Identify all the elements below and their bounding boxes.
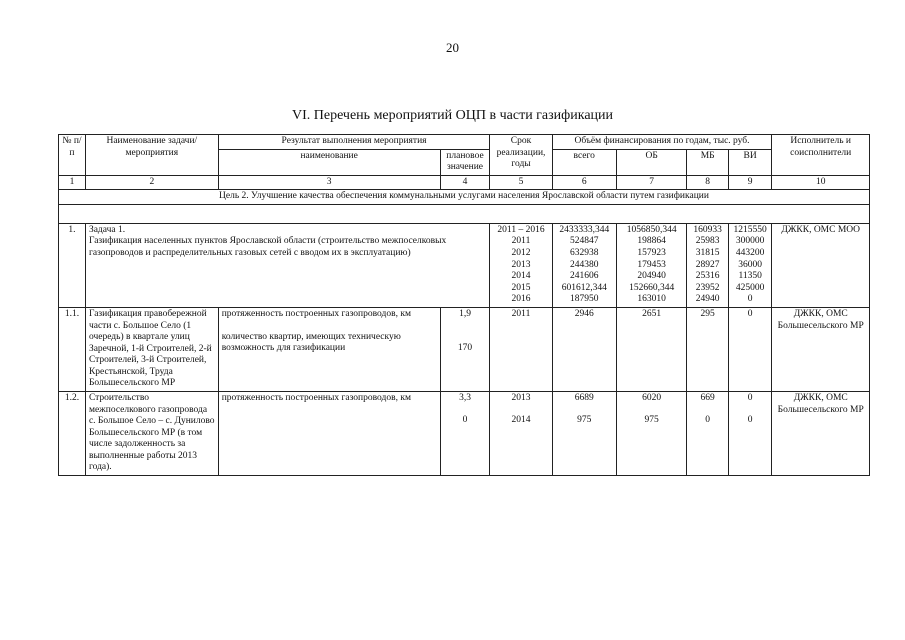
- year-value: 2013: [511, 392, 531, 403]
- amount-value: 2433333,344: [559, 224, 610, 235]
- row-number: 1.2.: [59, 391, 86, 475]
- amount-value: 179453: [637, 259, 666, 270]
- amount-value: 300000: [735, 236, 765, 247]
- amount-value: 443200: [735, 248, 765, 259]
- amount-value: 160933: [693, 224, 722, 235]
- year-value: 2011: [511, 236, 531, 247]
- amount-value: 601612,344: [561, 282, 607, 293]
- plan-value: 1,9: [459, 308, 471, 319]
- year-value: 2014: [511, 271, 531, 282]
- amount-value: 31815: [695, 248, 720, 259]
- plan-value: 0: [462, 414, 468, 425]
- header-result-name: наименование: [218, 149, 440, 175]
- amount-value: 36000: [738, 259, 763, 270]
- amount-value: 6689: [574, 392, 594, 403]
- table-row-task-1: [59, 223, 870, 307]
- amount-value: 24940: [695, 294, 720, 305]
- amount-value: 198864: [637, 236, 666, 247]
- measure-name: Газификация правобережной части с. Большое Село (1 очередь) в квартале улиц Заречной, 1-й Строителей, 2-й Строителей, 3-й Строителей, Крестьянской, Труда Большесельского МР: [85, 307, 218, 391]
- measure-executor: ДЖКК, ОМС Большесельского МР: [772, 307, 870, 391]
- column-number: 1: [59, 175, 86, 190]
- year-value: 2015: [511, 282, 531, 293]
- header-term: Срок реализации, годы: [490, 135, 552, 176]
- goal-row: [59, 190, 870, 205]
- header-finance-group: Объём финансирования по годам, тыс. руб.: [552, 135, 772, 150]
- row-number: 1.: [59, 223, 86, 307]
- result-text: протяженность построенных газопроводов, км: [221, 308, 411, 319]
- table-row-1-2: [59, 391, 870, 475]
- amount-value: 163010: [637, 294, 666, 305]
- amount-value: 11350: [738, 271, 762, 282]
- amount-value: 28927: [695, 259, 720, 270]
- amount-value: 204940: [637, 271, 666, 282]
- plan-cell: [440, 307, 490, 391]
- header-num: № п/п: [59, 135, 86, 176]
- task-total: [552, 223, 616, 307]
- measure-executor: ДЖКК, ОМС Большесельского МР: [772, 391, 870, 475]
- task-vi: [728, 223, 772, 307]
- amount-value: 241606: [570, 271, 599, 282]
- vi-cell: [728, 391, 772, 475]
- amount-value: 23952: [695, 282, 720, 293]
- year-value: 2013: [511, 259, 531, 270]
- spacer-cell: [59, 204, 870, 223]
- header-fin-ob: ОБ: [616, 149, 687, 175]
- amount-value: 6020: [642, 392, 662, 403]
- table-row-1-1: [59, 307, 870, 391]
- task-description: Газификация населенных пунктов Ярославской области (строительство межпоселковых газопроводов и распределительных газовых сетей с вводом их в эксплуатацию): [88, 236, 447, 259]
- plan-value: 3,3: [459, 392, 471, 403]
- document-title: VI. Перечень мероприятий ОЦП в части газификации: [291, 108, 614, 123]
- header-executor: Исполнитель и соисполнители: [772, 135, 870, 176]
- goal-text: Цель 2. Улучшение качества обеспечения коммунальными услугами населения Ярославской области путем газификации: [59, 190, 870, 205]
- column-number: 3: [218, 175, 440, 190]
- header-name: Наименование задачи/мероприятия: [85, 135, 218, 176]
- amount-value: 295: [687, 307, 728, 391]
- header-row-1: [59, 135, 870, 150]
- amount-value: 632938: [570, 248, 599, 259]
- amount-value: 0: [705, 414, 711, 425]
- header-fin-vi: ВИ: [728, 149, 772, 175]
- ob-cell: [616, 391, 687, 475]
- amount-value: 152660,344: [629, 282, 675, 293]
- task-years: [490, 223, 552, 307]
- amount-value: 975: [644, 414, 659, 425]
- row-number: 1.1.: [59, 307, 86, 391]
- amount-value: 187950: [570, 294, 599, 305]
- year-value: 2011: [490, 307, 552, 391]
- spacer-row: [59, 204, 870, 223]
- header-fin-mb: МБ: [687, 149, 728, 175]
- measures-table: [58, 134, 870, 476]
- result-text: протяженность построенных газопроводов, км: [221, 392, 411, 403]
- amount-value: 975: [577, 414, 592, 425]
- result-name-cell: [218, 307, 440, 391]
- header-result-group: Результат выполнения мероприятия: [218, 135, 490, 150]
- amount-value: 0: [747, 392, 753, 403]
- amount-value: 1056850,344: [626, 224, 677, 235]
- result-text: количество квартир, имеющих техническую возможность для газификации: [221, 331, 401, 354]
- amount-value: 524847: [570, 236, 599, 247]
- amount-value: 2946: [552, 307, 616, 391]
- header-result-plan: плановое значение: [440, 149, 490, 175]
- column-number: 10: [772, 175, 870, 190]
- amount-value: 0: [728, 307, 772, 391]
- amount-value: 157923: [637, 248, 666, 259]
- header-fin-total: всего: [552, 149, 616, 175]
- amount-value: 0: [747, 414, 753, 425]
- amount-value: 1215550: [733, 224, 767, 235]
- column-number: 4: [440, 175, 490, 190]
- amount-value: 2651: [616, 307, 687, 391]
- column-number: 6: [552, 175, 616, 190]
- amount-value: 425000: [735, 282, 765, 293]
- amount-value: 244380: [570, 259, 599, 270]
- amount-value: 25983: [695, 236, 720, 247]
- task-executor: ДЖКК, ОМС МОО: [772, 223, 870, 307]
- plan-cell: [440, 391, 490, 475]
- task-mb: [687, 223, 728, 307]
- column-number-row: [59, 175, 870, 190]
- task-ob: [616, 223, 687, 307]
- amount-value: 0: [747, 294, 753, 305]
- page-number: 20: [446, 40, 459, 55]
- amount-value: 25316: [695, 271, 720, 282]
- year-value: 2012: [511, 248, 531, 259]
- column-number: 5: [490, 175, 552, 190]
- amount-value: 669: [700, 392, 715, 403]
- mb-cell: [687, 391, 728, 475]
- result-name-cell: [218, 391, 440, 475]
- measure-name: Строительство межпоселкового газопровода с. Большое Село – с. Дунилово Большесельского МР (в том числе задолженность за выполненные работы 2013 года).: [85, 391, 218, 475]
- column-number: 2: [85, 175, 218, 190]
- year-value: 2014: [511, 414, 531, 425]
- column-number: 8: [687, 175, 728, 190]
- years-cell: [490, 391, 552, 475]
- year-value: 2011 – 2016: [497, 224, 545, 235]
- total-cell: [552, 391, 616, 475]
- year-value: 2016: [511, 294, 531, 305]
- task-title: Задача 1.: [88, 224, 126, 235]
- column-number: 9: [728, 175, 772, 190]
- task-name-cell: [85, 223, 489, 307]
- plan-value: 170: [457, 342, 473, 353]
- column-number: 7: [616, 175, 687, 190]
